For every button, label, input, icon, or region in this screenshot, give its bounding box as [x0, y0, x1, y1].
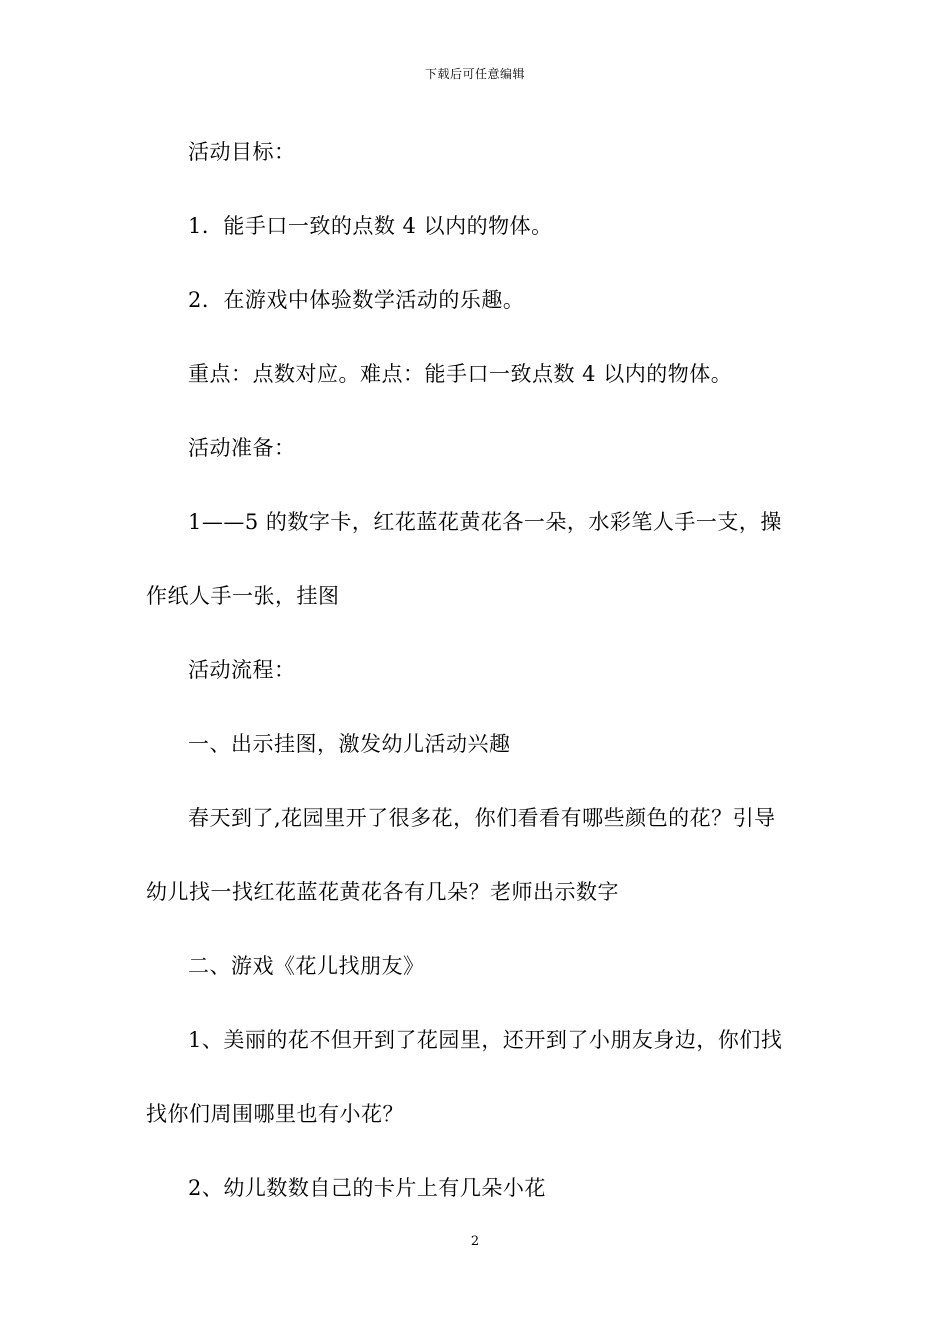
- page-header: 下载后可任意编辑: [424, 67, 525, 81]
- paragraph-goal-2: [146, 282, 810, 319]
- paragraph-step-2-item-2: [146, 1170, 810, 1207]
- paragraph-prep-heading: [146, 430, 810, 467]
- paragraph-line: 活动准备：: [188, 436, 296, 460]
- document-body: [146, 134, 810, 1244]
- paragraph-line: 活动目标：: [188, 140, 296, 164]
- paragraph-step-2-item-1: [146, 1022, 810, 1133]
- paragraph-line: 作纸人手一张，挂图: [146, 584, 340, 608]
- paragraph-line: 活动流程：: [188, 658, 296, 682]
- page-number: 2: [470, 1234, 480, 1249]
- paragraph-line: 春天到了,花园里开了很多花，你们看看有哪些颜色的花？引导: [188, 806, 776, 830]
- paragraph-goal-heading: [146, 134, 810, 171]
- paragraph-line: 1——5 的数字卡，红花蓝花黄花各一朵，水彩笔人手一支，操: [188, 510, 782, 534]
- paragraph-line: 2、幼儿数数自己的卡片上有几朵小花: [188, 1176, 546, 1200]
- paragraph-line: 1．能手口一致的点数 4 以内的物体。: [188, 214, 553, 238]
- paragraph-step-1-body: [146, 800, 810, 911]
- paragraph-line: 二、游戏《花儿找朋友》: [188, 954, 425, 978]
- paragraph-prep-materials: [146, 504, 810, 615]
- paragraph-line: 一、出示挂图，激发幼儿活动兴趣: [188, 732, 511, 756]
- paragraph-line: 2．在游戏中体验数学活动的乐趣。: [188, 288, 525, 312]
- paragraph-process-heading: [146, 652, 810, 689]
- paragraph-line: 找你们周围哪里也有小花？: [146, 1102, 404, 1126]
- paragraph-step-2-heading: [146, 948, 810, 985]
- paragraph-key-points: [146, 356, 810, 393]
- paragraph-line: 幼儿找一找红花蓝花黄花各有几朵？老师出示数字: [146, 880, 619, 904]
- paragraph-line: 1、美丽的花不但开到了花园里，还开到了小朋友身边，你们找: [188, 1028, 783, 1052]
- paragraph-goal-1: [146, 208, 810, 245]
- paragraph-line: 重点：点数对应。难点：能手口一致点数 4 以内的物体。: [188, 362, 733, 386]
- paragraph-step-1-heading: [146, 726, 810, 763]
